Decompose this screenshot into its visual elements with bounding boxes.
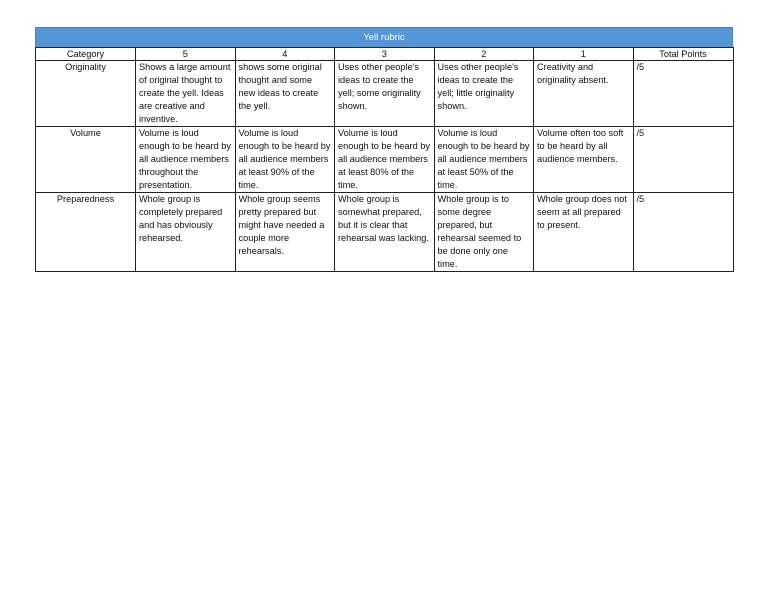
criterion-cell: Volume is loud enough to be heard by all audience members at least 80% of the time. xyxy=(335,127,435,193)
points-cell: /5 xyxy=(633,127,733,193)
row-category: Preparedness xyxy=(36,193,136,272)
header-score-1: 1 xyxy=(534,48,634,61)
table-row xyxy=(36,61,734,127)
criterion-cell: Volume is loud enough to be heard by all audience members throughout the presentation. xyxy=(136,127,236,193)
table-row xyxy=(36,127,734,193)
criterion-cell: shows some original thought and some new ideas to create the yell. xyxy=(235,61,335,127)
header-score-2: 2 xyxy=(434,48,534,61)
criterion-cell: Whole group is somewhat prepared, but it is clear that rehearsal was lacking. xyxy=(335,193,435,272)
criterion-cell: Shows a large amount of original thought to create the yell. Ideas are creative and inventive. xyxy=(136,61,236,127)
rubric-title: Yell rubric xyxy=(35,27,733,47)
rubric-sheet xyxy=(35,27,733,272)
row-category: Volume xyxy=(36,127,136,193)
header-row xyxy=(36,48,734,61)
criterion-cell: Whole group does not seem at all prepared to present. xyxy=(534,193,634,272)
criterion-cell: Volume often too soft to be heard by all audience members. xyxy=(534,127,634,193)
header-score-4: 4 xyxy=(235,48,335,61)
criterion-cell: Creativity and originality absent. xyxy=(534,61,634,127)
criterion-cell: Whole group is to some degree prepared, but rehearsal seemed to be done only one time. xyxy=(434,193,534,272)
criterion-cell: Whole group seems pretty prepared but might have needed a couple more rehearsals. xyxy=(235,193,335,272)
rubric-table xyxy=(35,47,734,272)
header-score-5: 5 xyxy=(136,48,236,61)
points-cell: /5 xyxy=(633,193,733,272)
criterion-cell: Whole group is completely prepared and has obviously rehearsed. xyxy=(136,193,236,272)
criterion-cell: Uses other people's ideas to create the yell; some originality shown. xyxy=(335,61,435,127)
points-cell: /5 xyxy=(633,61,733,127)
criterion-cell: Uses other people's ideas to create the yell; little originality shown. xyxy=(434,61,534,127)
row-category: Originality xyxy=(36,61,136,127)
criterion-cell: Volume is loud enough to be heard by all audience members at least 90% of the time. xyxy=(235,127,335,193)
header-total-points: Total Points xyxy=(633,48,733,61)
criterion-cell: Volume is loud enough to be heard by all audience members at least 50% of the time. xyxy=(434,127,534,193)
table-row xyxy=(36,193,734,272)
header-score-3: 3 xyxy=(335,48,435,61)
header-category: Category xyxy=(36,48,136,61)
